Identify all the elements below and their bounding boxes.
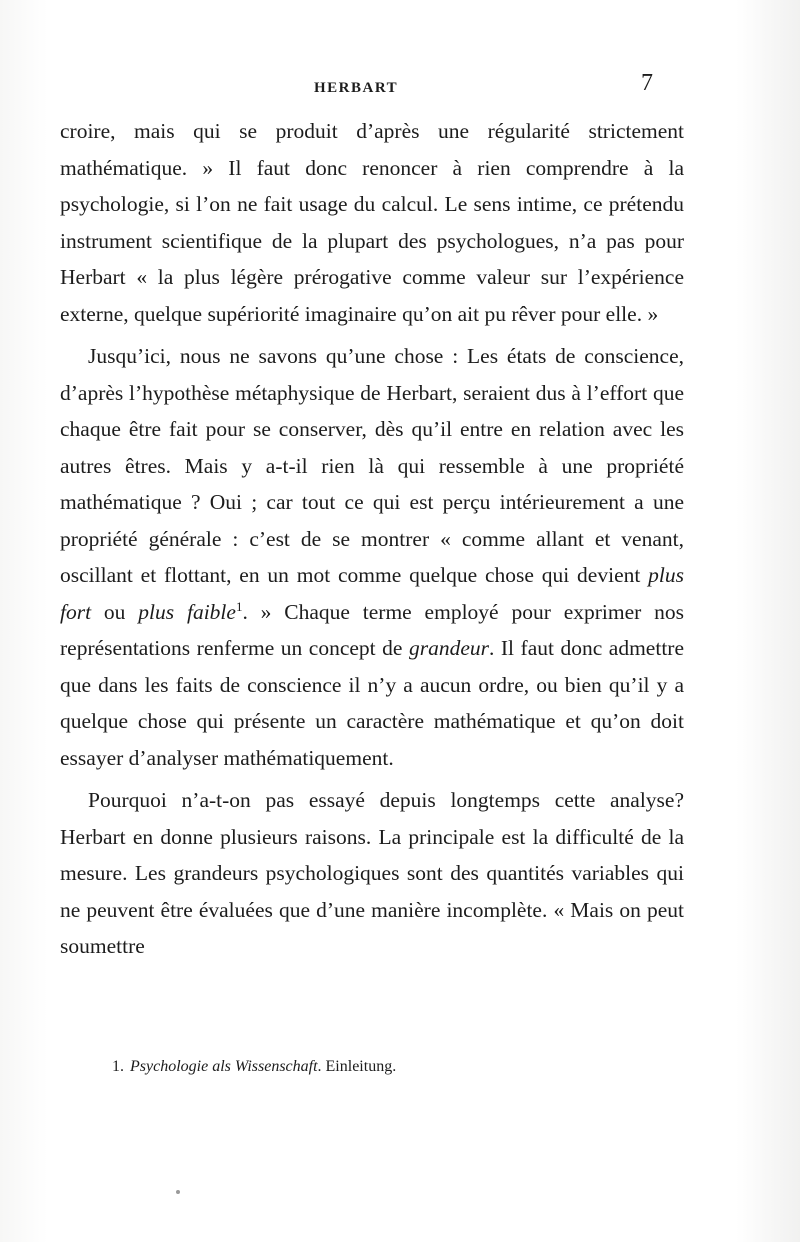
paragraph-2 xyxy=(60,338,684,776)
footnote xyxy=(112,1058,396,1076)
footnote-title: Psychologie als Wissenschaft xyxy=(130,1058,318,1075)
footnote-reference: 1 xyxy=(235,598,243,614)
paragraph-2-part-b: ou xyxy=(91,599,139,624)
ink-speck xyxy=(176,1190,180,1194)
footnote-number: 1. xyxy=(112,1058,124,1075)
italic-grandeur: grandeur xyxy=(408,636,489,660)
paragraph-3: Pourquoi n’a-t-on pas essayé depuis longtemps cette analyse? Herbart en donne plusieurs raisons. La principale est la difficulté de la mesure. Les grandeurs psychologiques sont des quantités variables qui ne peuvent être évaluées que d’une manière incomplète. « Mais on peut soumettre xyxy=(60,788,684,958)
page-number: 7 xyxy=(641,70,653,96)
body-text xyxy=(60,113,684,965)
paragraph-2-part-a: Jusqu’ici, nous ne savons qu’une chose : Les états de conscience, d’après l’hypothèse métaphysique de Herbart, seraient dus à l’effort que chaque être fait pour se conserver, dès qu’il entre en relation avec les autres êtres. Mais y a-t-il rien là qui ressemble à une propriété mathématique ? Oui ; car tout ce qui est perçu intérieurement a une propriété générale : c’est de se montrer « comme allant et venant, oscillant et flottant, en un mot comme quelque chose qui devient xyxy=(60,344,684,587)
italic-plus-faible: plus faible xyxy=(138,599,236,624)
footnote-rest: . Einleitung. xyxy=(317,1058,397,1075)
paragraph-2-part-d: . Il faut donc admettre que dans les faits de conscience il n’y a aucun ordre, ou bien qu’il y a quelque chose qui présente un caractère mathématique et qu’on doit essayer d’analyser mathématiquement. xyxy=(60,636,685,770)
paragraph-2-part-c: . » Chaque terme employé pour exprimer nos représentations renferme un concept de xyxy=(60,599,685,660)
paragraph-1: croire, mais qui se produit d’après une régularité strictement mathématique. » Il faut donc renoncer à rien comprendre à la psychologie, si l’on ne fait usage du calcul. Le sens intime, ce prétendu instrument scientifique de la plupart des psychologues, n’a pas pour Herbart « la plus légère prérogative comme valeur sur l’expérience externe, quelque supériorité imaginaire qu’on ait pu rêver pour elle. » xyxy=(60,119,684,326)
running-header-title: HERBART xyxy=(314,80,399,96)
italic-plus-fort: plus fort xyxy=(60,563,684,624)
